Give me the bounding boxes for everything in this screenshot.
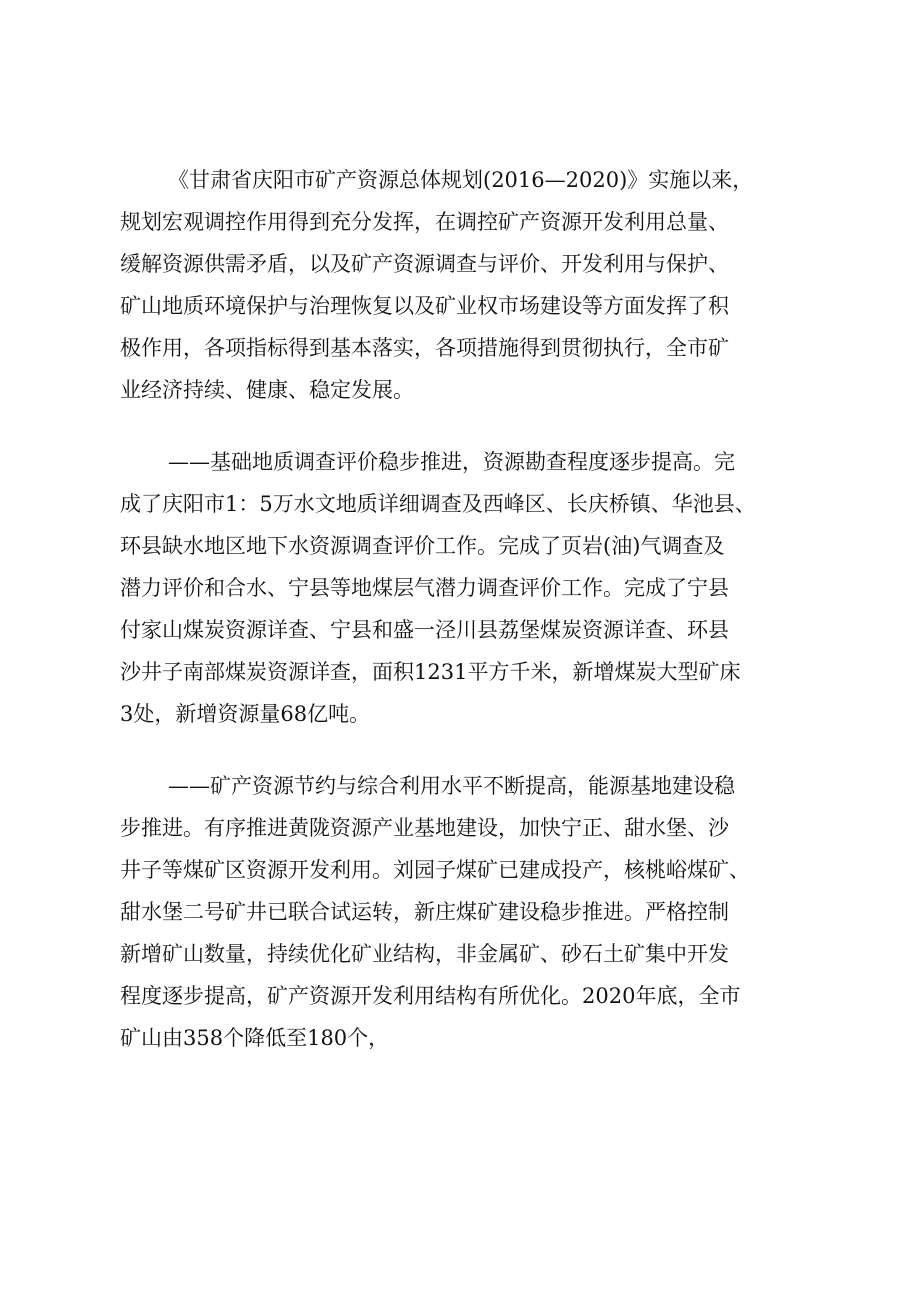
paragraph-line: 甜水堡二号矿井已联合试运转，新庄煤矿建设稳步推进。严格控制	[120, 900, 729, 924]
paragraph-geological-survey	[120, 444, 810, 738]
paragraph-line: 环县缺水地区地下水资源调查评价工作。完成了页岩(油)气调查及	[120, 534, 725, 558]
paragraph-line: 井子等煤矿区资源开发利用。刘园子煤矿已建成投产，核桃峪煤矿、	[120, 858, 750, 882]
paragraph-intro	[120, 162, 810, 414]
paragraph-line: 新增矿山数量，持续优化矿业结构，非金属矿、砂石土矿集中开发	[120, 942, 729, 966]
paragraph-line: 极作用，各项指标得到基本落实，各项措施得到贯彻执行，全市矿	[120, 336, 729, 360]
paragraph-line: 矿山地质环境保护与治理恢复以及矿业权市场建设等方面发挥了积	[120, 294, 729, 318]
paragraph-line: 3处，新增资源量68亿吨。	[120, 702, 371, 726]
paragraph-line: 付家山煤炭资源详查、宁县和盛一泾川县荔堡煤炭资源详查、环县	[120, 618, 729, 642]
paragraph-line: 业经济持续、健康、稳定发展。	[120, 378, 414, 402]
paragraph-line: ——矿产资源节约与综合利用水平不断提高，能源基地建设稳	[168, 774, 735, 798]
paragraph-line: 缓解资源供需矛盾，以及矿产资源调查与评价、开发利用与保护、	[120, 252, 729, 276]
paragraph-line: 矿山由358个降低至180个，	[120, 1026, 390, 1050]
paragraph-line: 潜力评价和合水、宁县等地煤层气潜力调查评价工作。完成了宁县	[120, 576, 729, 600]
paragraph-line: ——基础地质调查评价稳步推进，资源勘查程度逐步提高。完	[168, 450, 735, 474]
paragraph-line: 成了庆阳市1：5万水文地质详细调查及西峰区、长庆桥镇、华池县、	[120, 492, 756, 516]
paragraph-line: 程度逐步提高，矿产资源开发利用结构有所优化。2020年底，全市	[120, 984, 741, 1008]
paragraph-line: 规划宏观调控作用得到充分发挥，在调控矿产资源开发利用总量、	[120, 210, 729, 234]
paragraph-line: 沙井子南部煤炭资源详查，面积1231平方千米，新增煤炭大型矿床	[120, 660, 741, 684]
paragraph-resource-utilization	[120, 768, 810, 1062]
paragraph-line: 步推进。有序推进黄陇资源产业基地建设，加快宁正、甜水堡、沙	[120, 816, 729, 840]
paragraph-line: 《甘肃省庆阳市矿产资源总体规划(2016—2020)》实施以来，	[168, 168, 754, 192]
